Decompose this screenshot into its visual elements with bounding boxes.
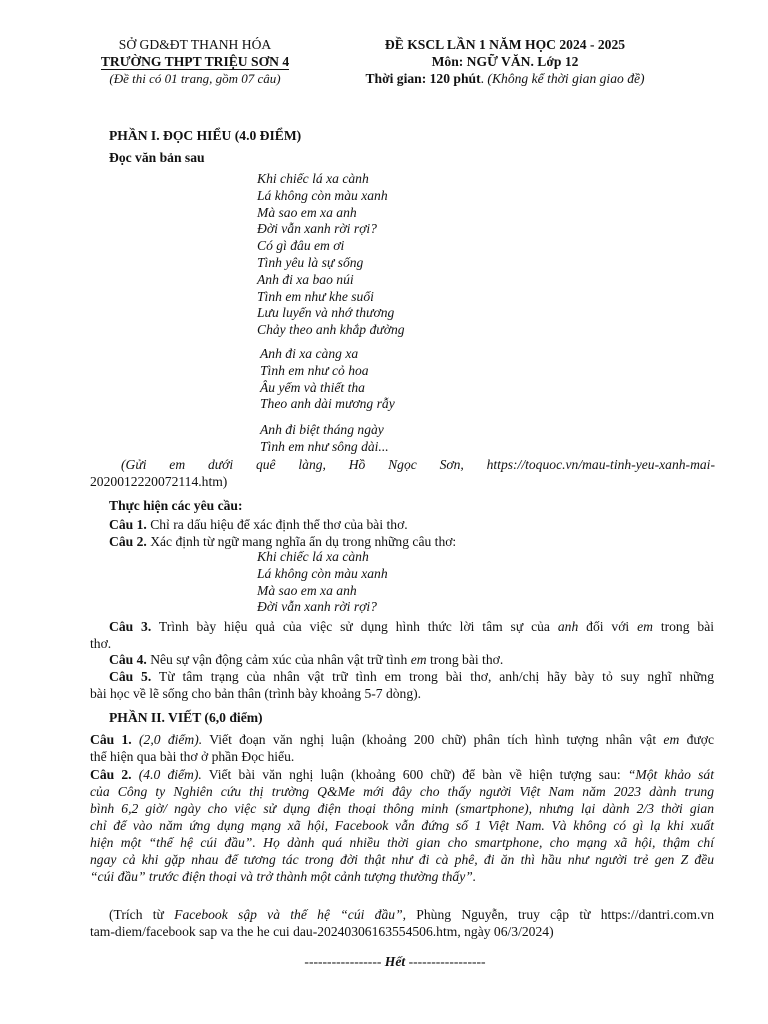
c2-quote-line: chỉ để vào năm ứng dụng mạng xã hội, Facebook vẫn đứng số 1 Việt Nam. Và không có gì lạ khi xuất — [90, 818, 714, 833]
part2-title: PHẦN II. VIẾT (6,0 điểm) — [109, 710, 263, 725]
poem-stanza-2 — [260, 346, 395, 413]
poem-line: Tình yêu là sự sống — [257, 254, 364, 270]
q2-label: Câu 2. — [109, 534, 147, 549]
q4-text: Nêu sự vận động cảm xúc của nhân vật trữ tình — [150, 652, 408, 667]
writing-question-2 — [90, 766, 714, 885]
q1-text: Chỉ ra dấu hiệu để xác định thể thơ của bài thơ. — [150, 517, 408, 532]
poem-line: Lưu luyến và nhớ thương — [257, 305, 395, 321]
question-4 — [109, 651, 714, 668]
c1-text: Viết đoạn văn nghị luận (khoảng 200 chữ) phân tích hình tượng nhân vật — [209, 732, 657, 747]
header-left — [70, 36, 320, 87]
c2-quote-line: bình 6,2 giờ/ ngày cho việc sử dụng điện thoại thông minh (smartphone), nhưng lại dành 2/3 thời gian — [90, 801, 714, 816]
c2-quote: “Một khảo sát — [627, 767, 714, 782]
poem-line: Anh đi xa bao núi — [257, 271, 354, 287]
q3-text-end: thơ. — [90, 636, 112, 651]
q5-text: Từ tâm trạng của nhân vật trữ tình em trong bài thơ, anh/chị hãy bày tỏ suy nghĩ những — [158, 669, 714, 684]
poem-line: Mà sao em xa anh — [257, 204, 357, 220]
end-dashes: ----------------- — [304, 954, 382, 969]
poem-line: Anh đi xa càng xa — [260, 346, 359, 361]
part1-intro: Đọc văn bản sau — [109, 150, 205, 165]
exam-time: Thời gian: 120 phút. (Không kể thời gian giao đề) — [365, 71, 645, 86]
part1-title: PHẦN I. ĐỌC HIỂU (4.0 ĐIỂM) — [109, 128, 302, 143]
c2-label: Câu 2. — [90, 767, 132, 782]
q3-text: đối với — [586, 619, 630, 634]
q3-em: em — [637, 619, 653, 634]
poem-line: Khi chiếc lá xa cành — [257, 171, 369, 186]
cite-text: (Trích từ — [109, 907, 164, 922]
question-2 — [109, 533, 714, 550]
c2-quote-line: ngay cả khi gặp nhau để tương tác trong đời thật như đi cà phê, đi ăn thì hầu như người trẻ gen Z đều — [90, 852, 714, 867]
c2-points: (4.0 điểm). — [138, 767, 202, 782]
q2-text: Xác định từ ngữ mang nghĩa ẩn dụ trong những câu thơ: — [150, 534, 457, 549]
q5-label: Câu 5. — [109, 669, 152, 684]
exam-title: ĐỀ KSCL LẦN 1 NĂM HỌC 2024 - 2025 — [384, 37, 626, 52]
tasks-title: Thực hiện các yêu cầu: — [109, 498, 243, 513]
c2-quote-line: của Công ty Nghiên cứu thị trường Q&Me mới đây cho thấy người Việt Nam năm 2023 dành trung — [90, 784, 714, 799]
q3-anh: anh — [557, 619, 579, 634]
question-5 — [90, 668, 714, 702]
cite-text: , Phùng Nguyễn, truy cập từ https://dantri.com.vn — [402, 907, 714, 922]
q3-label: Câu 3. — [109, 619, 152, 634]
end-marker — [290, 953, 500, 970]
page-note: (Đề thi có 01 trang, gồm 07 câu) — [109, 71, 281, 86]
writing-question-1 — [90, 731, 714, 765]
q4-label: Câu 4. — [109, 652, 147, 667]
time-note: (Không kể thời gian giao đề) — [487, 71, 645, 86]
question-1 — [109, 516, 714, 533]
c1-text: được — [686, 732, 714, 747]
q3-text: Trình bày hiệu quả của việc sử dụng hình thức lời tâm sự của — [158, 619, 550, 634]
poem-line: Lá không còn màu xanh — [257, 565, 388, 581]
poem-line: Có gì đâu em ơi — [257, 238, 345, 254]
poem-line: Đời vẫn xanh rời rợi? — [257, 599, 377, 615]
citation — [90, 906, 714, 940]
end-dashes: ----------------- — [408, 954, 486, 969]
poem-line: Anh đi biệt tháng ngày — [260, 422, 384, 437]
c2-quote-line: “cúi đầu” trước điện thoại và trở thành một cảnh tượng thường thấy”. — [90, 869, 477, 884]
poem-stanza-3 — [260, 422, 389, 456]
poem-line: Chảy theo anh khắp đường — [257, 322, 405, 338]
poem-line: Tình em như cỏ hoa — [260, 362, 369, 378]
c1-points: (2,0 điểm). — [139, 732, 203, 747]
exam-subject: Môn: NGỮ VĂN. Lớp 12 — [431, 54, 579, 69]
q4-text: trong bài thơ. — [429, 652, 504, 667]
header-right — [330, 36, 680, 87]
poem-line: Âu yếm và thiết tha — [260, 379, 365, 395]
school-name: TRƯỜNG THPT TRIỆU SƠN 4 — [100, 54, 290, 69]
poem-line: Mà sao em xa anh — [257, 582, 357, 598]
q5-text: bài học về lẽ sống cho bản thân (trình bày khoảng 5-7 dòng). — [90, 686, 422, 701]
poem-stanza-1 — [257, 171, 405, 339]
c1-em: em — [663, 732, 680, 747]
end-word: Hết — [384, 954, 406, 969]
c1-text: thể hiện qua bài thơ ở phần Đọc hiểu. — [90, 749, 295, 764]
poem-line: Tình em như sông dài... — [260, 438, 389, 454]
poem-line: Lá không còn màu xanh — [257, 187, 388, 203]
time-label: Thời gian: 120 phút — [365, 71, 481, 86]
question-3 — [90, 618, 714, 652]
poem-line: Theo anh dài mương rẫy — [260, 396, 395, 412]
q3-text: trong bài — [660, 619, 715, 634]
cite-text: tam-diem/facebook sap va the he cui dau-20240306163554506.htm, ngày 06/3/2024) — [90, 924, 554, 939]
poem-line: Đời vẫn xanh rời rợi? — [257, 221, 377, 237]
q4-em: em — [410, 652, 427, 667]
q2-poem — [257, 549, 388, 616]
poem-line: Khi chiếc lá xa cành — [257, 549, 369, 564]
department-name: SỞ GD&ĐT THANH HÓA — [118, 37, 272, 52]
poem-source-line1 — [121, 456, 715, 473]
source-text: (Gửi em dưới quê làng, Hồ Ngọc Sơn, https://toquoc.vn/mau-tinh-yeu-xanh-mai- — [121, 457, 715, 472]
c1-label: Câu 1. — [90, 732, 132, 747]
poem-line: Tình em như khe suối — [257, 288, 374, 304]
q1-label: Câu 1. — [109, 517, 147, 532]
poem-source-line2: 2020012220072114.htm) — [90, 474, 228, 489]
c2-text: Viết bài văn nghị luận (khoảng 600 chữ) để bàn về hiện tượng sau: — [208, 767, 621, 782]
cite-title: Facebook sập và thế hệ “cúi đầu” — [174, 907, 403, 922]
c2-quote-line: hiện một “thế hệ cúi đầu”. Họ dành quá nhiều thời gian cho smartphone, cho mạng xã hội, thậm chí — [90, 835, 714, 850]
